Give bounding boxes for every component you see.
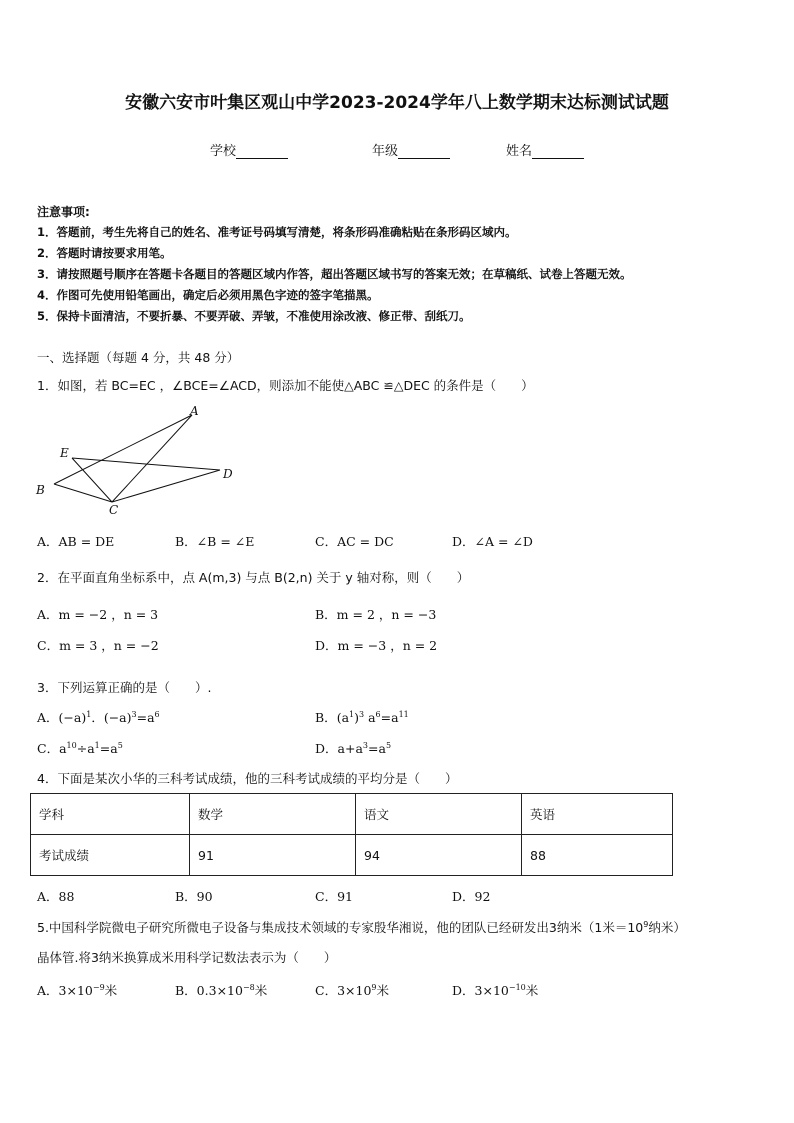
table-cell: 88 <box>522 835 673 876</box>
q1-geometry-figure <box>30 400 250 520</box>
q1-stem: 1．如图，若 BC=EC ，∠BCE=∠ACD，则添加不能使△ABC ≌△DEC 的条件是（ ） <box>37 378 534 393</box>
exponent: 3 <box>362 740 369 750</box>
scores-table <box>30 793 673 876</box>
table-cell: 91 <box>190 835 356 876</box>
table-row <box>31 835 673 876</box>
table-header-cell: 数学 <box>190 794 356 835</box>
name-label: 姓名 <box>506 144 533 159</box>
section-heading: 一、选择题（每题 4 分，共 48 分） <box>37 350 240 365</box>
note-item: 5．保持卡面清洁，不要折暴、不要弄破、弄皱，不准使用涂改液、修正带、刮纸刀。 <box>37 309 471 323</box>
q4-option-d[interactable]: D．92 <box>452 889 491 904</box>
expr: ) <box>354 710 360 725</box>
expr: ．(−a) <box>91 710 132 725</box>
exponent: 1 <box>86 709 92 719</box>
unit: 米 <box>254 983 268 998</box>
q1-option-c[interactable]: C．AC = DC <box>315 534 394 549</box>
expr: =a <box>99 741 118 756</box>
option-label: C．3×10 <box>315 983 372 998</box>
note-item: 1．答题前，考生先将自己的姓名、准考证号码填写清楚，将条形码准确粘贴在条形码区域内。 <box>37 225 517 239</box>
unit: 米 <box>525 983 539 998</box>
school-field <box>210 140 288 159</box>
option-label: C． <box>37 741 60 756</box>
exponent: −9 <box>92 982 105 992</box>
q3-option-c[interactable] <box>37 739 123 757</box>
q5-option-c[interactable] <box>315 981 389 999</box>
name-field <box>506 140 584 159</box>
q1-option-b[interactable]: B．∠B = ∠E <box>175 534 255 549</box>
stem-text: 5.中国科学院微电子研究所微电子设备与集成技术领域的专家殷华湘说，他的团队已经研发出3纳米（1米＝10 <box>37 920 644 935</box>
expr: +a <box>344 741 363 756</box>
q3-option-b[interactable] <box>315 708 409 726</box>
exponent: 5 <box>117 740 123 750</box>
point-label-a: A <box>190 404 199 418</box>
point-label-e: E <box>60 446 69 460</box>
table-header-cell: 学科 <box>31 794 190 835</box>
unit: 米 <box>376 983 390 998</box>
q2-option-b[interactable]: B．m = 2 ，n = −3 <box>315 607 437 622</box>
q5-stem-line1 <box>37 918 686 936</box>
table-header-cell: 语文 <box>356 794 522 835</box>
grade-blank <box>398 145 450 159</box>
point-label-b: B <box>36 483 45 497</box>
exponent: 5 <box>385 740 392 750</box>
expr: (a <box>336 710 350 725</box>
option-label: A． <box>37 710 59 725</box>
table-header-cell: 英语 <box>522 794 673 835</box>
expr: =a <box>136 710 155 725</box>
expr: a <box>364 710 376 725</box>
q3-option-d[interactable] <box>315 739 391 757</box>
exponent: 11 <box>398 709 409 719</box>
stem-text: 纳米） <box>648 920 686 935</box>
table-header-row <box>31 794 673 835</box>
unit: 米 <box>104 983 118 998</box>
expr: ÷a <box>76 741 95 756</box>
q2-option-c[interactable]: C．m = 3 ，n = −2 <box>37 638 159 653</box>
q4-stem: 4．下面是某次小华的三科考试成绩，他的三科考试成绩的平均分是（ ） <box>37 771 458 786</box>
expr: a <box>59 741 67 756</box>
point-label-d: D <box>223 467 233 481</box>
option-label: B． <box>315 710 337 725</box>
exponent: 1 <box>349 709 355 719</box>
exponent: 9 <box>643 919 649 929</box>
school-label: 学校 <box>210 144 237 159</box>
exponent: 10 <box>66 740 77 750</box>
q2-stem: 2．在平面直角坐标系中，点 A(m,3) 与点 B(2,n) 关于 y 轴对称，则（ ） <box>37 570 470 585</box>
exponent: 6 <box>375 709 381 719</box>
q4-option-a[interactable]: A．88 <box>37 889 75 904</box>
exponent: −8 <box>242 982 255 992</box>
option-label: B．0.3×10 <box>175 983 243 998</box>
grade-label: 年级 <box>372 144 399 159</box>
exponent: 3 <box>131 709 137 719</box>
name-blank <box>532 145 584 159</box>
q3-option-a[interactable] <box>37 708 160 726</box>
note-item: 3．请按照题号顺序在答题卡各题目的答题区域内作答，超出答题区域书写的答案无效；在草稿纸、试卷上答题无效。 <box>37 267 632 281</box>
q2-option-a[interactable]: A．m = −2 ，n = 3 <box>37 607 159 622</box>
q5-stem-line2: 晶体管.将3纳米换算成米用科学记数法表示为（ ） <box>37 950 337 965</box>
exponent: −10 <box>508 982 526 992</box>
q1-option-d[interactable]: D．∠A = ∠D <box>452 534 533 549</box>
note-item: 2．答题时请按要求用笔。 <box>37 246 172 260</box>
exponent: 1 <box>94 740 100 750</box>
table-cell: 考试成绩 <box>31 835 190 876</box>
exponent: 6 <box>154 709 160 719</box>
q4-option-c[interactable]: C．91 <box>315 889 353 904</box>
expr: =a <box>380 710 399 725</box>
q1-option-a[interactable]: A．AB = DE <box>37 534 115 549</box>
q5-option-b[interactable] <box>175 981 267 999</box>
exponent: 9 <box>371 982 377 992</box>
point-label-c: C <box>109 503 119 517</box>
expr: a <box>337 741 345 756</box>
exponent: 3 <box>359 709 365 719</box>
q5-option-d[interactable] <box>452 981 538 999</box>
notes-heading: 注意事项: <box>37 205 90 219</box>
school-blank <box>236 145 288 159</box>
grade-field <box>372 140 450 159</box>
q3-stem: 3．下列运算正确的是（ ）. <box>37 680 212 695</box>
expr: =a <box>368 741 386 756</box>
table-cell: 94 <box>356 835 522 876</box>
q2-option-d[interactable]: D．m = −3 ，n = 2 <box>315 638 438 653</box>
q4-option-b[interactable]: B．90 <box>175 889 213 904</box>
option-label: D．3×10 <box>452 983 509 998</box>
option-label: D． <box>315 741 338 756</box>
option-label: A．3×10 <box>37 983 93 998</box>
note-item: 4．作图可先使用铅笔画出，确定后必须用黑色字迹的签字笔描黑。 <box>37 288 379 302</box>
q5-option-a[interactable] <box>37 981 117 999</box>
expr: (−a) <box>58 710 87 725</box>
page-title: 安徽六安市叶集区观山中学2023-2024学年八上数学期末达标测试试题 <box>125 93 669 113</box>
